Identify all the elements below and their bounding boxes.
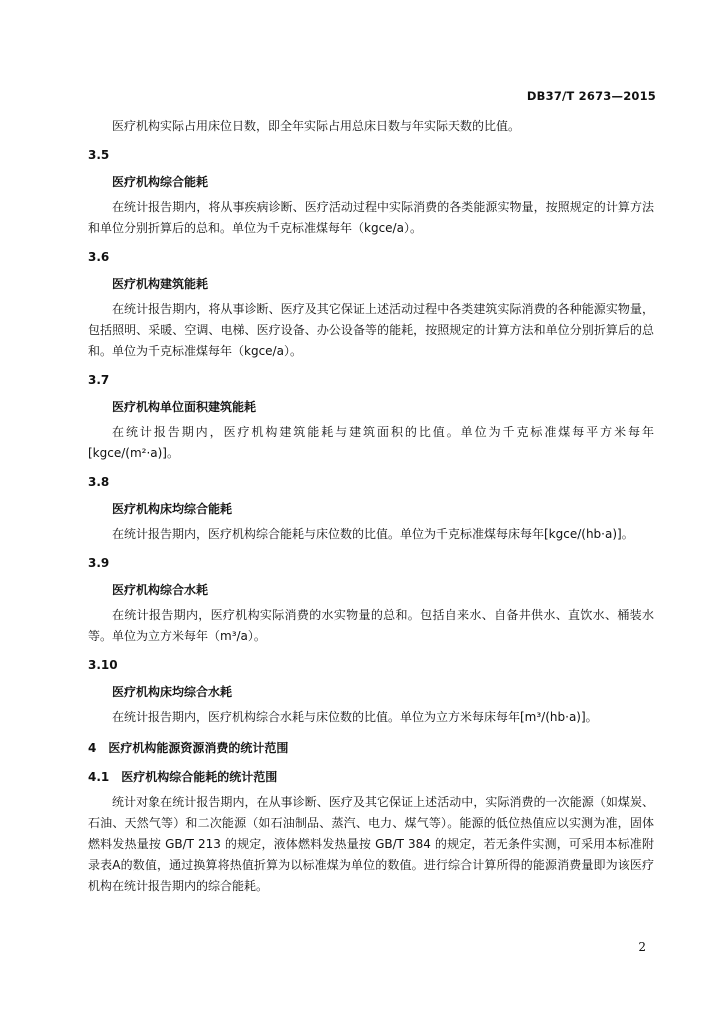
term-definition: 在统计报告期内，医疗机构综合能耗与床位数的比值。单位为千克标准煤每床每年[kgce/(hb·a)]。	[112, 527, 634, 541]
clause-number: 3.10	[88, 658, 118, 672]
term-definition: 在统计报告期内，医疗机构实际消费的水实物量的总和。包括自来水、自备井供水、直饮水、桶装水等。单位为立方米每年（m³/a）。	[88, 608, 654, 643]
term-3-7	[88, 370, 654, 464]
document-body	[88, 116, 654, 897]
page-number: 2	[638, 940, 646, 954]
term-title: 医疗机构综合能耗	[112, 175, 209, 189]
term-3-9	[88, 553, 654, 647]
term-3-8	[88, 472, 654, 545]
term-3-10	[88, 655, 654, 728]
term-title: 医疗机构床均综合水耗	[112, 685, 233, 699]
term-3-5	[88, 145, 654, 239]
term-definition: 在统计报告期内，医疗机构建筑能耗与建筑面积的比值。单位为千克标准煤每平方米每年[kgce/(m²·a)]。	[88, 425, 654, 460]
section-title: 医疗机构能源资源消费的统计范围	[108, 741, 289, 755]
term-definition: 在统计报告期内，医疗机构综合水耗与床位数的比值。单位为立方米每床每年[m³/(hb·a)]。	[112, 710, 598, 724]
subsection-paragraph: 统计对象在统计报告期内，在从事诊断、医疗及其它保证上述活动中，实际消费的一次能源（如煤炭、石油、天然气等）和二次能源（如石油制品、蒸汽、电力、煤气等）。能源的低位热值应以实测为准，固体燃料发热量按 GB/T 213 的规定，液体燃料发热量按 GB/T 384 的规定，若无条件实测，可采用本标准附录表A的数值，通过换算将热值折算为以标准煤为单位的数值。进行综合计算所得的能源消费量即为该医疗机构在统计报告期内的综合能耗。	[88, 795, 654, 893]
clause-number: 3.7	[88, 373, 110, 387]
clause-number: 3.9	[88, 556, 110, 570]
term-definition: 在统计报告期内，将从事疾病诊断、医疗活动过程中实际消费的各类能源实物量，按照规定的计算方法和单位分别折算后的总和。单位为千克标准煤每年（kgce/a）。	[88, 200, 654, 235]
clause-number: 3.8	[88, 475, 110, 489]
clause-number: 3.6	[88, 250, 110, 264]
clause-number: 3.5	[88, 148, 110, 162]
subsection-number: 4.1	[88, 770, 110, 784]
term-definition: 在统计报告期内，将从事诊断、医疗及其它保证上述活动过程中各类建筑实际消费的各种能源实物量，包括照明、采暖、空调、电梯、医疗设备、办公设备等的能耗，按照规定的计算方法和单位分别折算后的总和。单位为千克标准煤每年（kgce/a）。	[88, 302, 654, 358]
subsection-heading	[88, 767, 654, 788]
standard-code: DB37/T 2673—2015	[526, 89, 656, 103]
term-title: 医疗机构床均综合能耗	[112, 502, 233, 516]
section-heading	[88, 738, 654, 759]
term-title: 医疗机构建筑能耗	[112, 277, 209, 291]
section-number: 4	[88, 741, 97, 755]
subsection-title: 医疗机构综合能耗的统计范围	[121, 770, 278, 784]
intro-paragraph: 医疗机构实际占用床位日数，即全年实际占用总床日数与年实际天数的比值。	[112, 119, 521, 133]
term-title: 医疗机构综合水耗	[112, 583, 209, 597]
term-3-6	[88, 247, 654, 362]
term-title: 医疗机构单位面积建筑能耗	[112, 400, 257, 414]
